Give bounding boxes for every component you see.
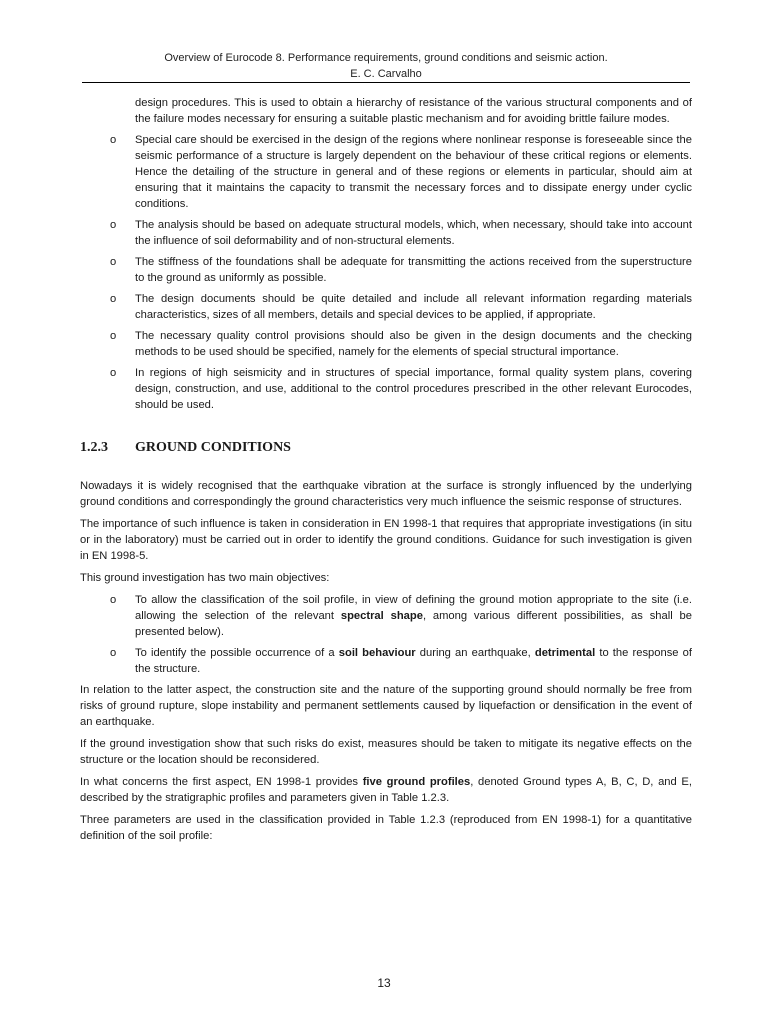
list-item-text: To allow the classification of the soil profile, in view of defining the ground motion appropriate to the site (i.e. allowing the selection of the relevant spectral shape, among various different possibilities, as shall be presented below). [135,594,692,638]
bullet-icon: o [110,134,117,146]
section-number: 1.2.3 [80,440,108,455]
paragraph: If the ground investigation show that such risks do exist, measures should be taken to mitigate its negative effects on the structure or the location should be reconsidered. [80,738,692,766]
list-item-text: To identify the possible occurrence of a soil behaviour during an earthquake, detrimental to the response of the structure. [135,647,693,675]
list-item [80,254,692,286]
paragraph: In what concerns the first aspect, EN 1998-1 provides five ground profiles, denoted Ground types A, B, C, D, and E, described by the stratigraphic profiles and parameters given in Table 1.2.3. [80,776,692,804]
bullet-icon: o [110,256,117,268]
list-item [80,217,692,249]
list-item [80,291,692,323]
page-number: 13 [377,976,391,990]
list-item-text: In regions of high seismicity and in structures of special importance, formal quality system plans, covering design, construction, and use, additional to the control procedures prescribed in the other relevant Eurocodes, should be used. [135,367,692,411]
list-item [80,592,692,640]
emphasis: spectral shape [340,610,423,622]
header-rule [82,82,690,83]
header-title: Overview of Eurocode 8. Performance requirements, ground conditions and seismic action. [164,52,608,64]
bullet-icon: o [110,647,117,659]
continued-list-item: design procedures. This is used to obtain a hierarchy of resistance of the various structural components and of the failure modes necessary for ensuring a suitable plastic mechanism and for avoiding brittle failure modes. [135,97,692,125]
emphasis: five ground profiles [362,776,471,788]
paragraph: The importance of such influence is taken in consideration in EN 1998-1 that requires that appropriate investigations (in situ or in the laboratory) must be carried out in order to identify the ground conditions. Guidance for such investigation is given in EN 1998-5. [80,518,692,562]
list-item [80,328,692,360]
section-title: GROUND CONDITIONS [135,440,291,455]
header-author: E. C. Carvalho [350,68,422,80]
emphasis: detrimental [534,647,596,659]
bullet-icon: o [110,293,117,305]
bullet-icon: o [110,367,117,379]
running-header [82,50,690,82]
paragraph: In relation to the latter aspect, the construction site and the nature of the supporting ground should normally be free from risks of ground rupture, slope instability and permanent settlements caused by liquefaction or densification in the event of an earthquake. [80,684,692,728]
paragraph: Three parameters are used in the classification provided in Table 1.2.3 (reproduced from EN 1998-1) for a quantitative definition of the soil profile: [80,814,692,842]
list-item [80,645,692,677]
list-item-text: The design documents should be quite detailed and include all relevant information regarding materials characteristics, sizes of all members, details and special devices to be applied, if appropriate. [135,293,692,321]
list-item-text: The stiffness of the foundations shall be adequate for transmitting the actions received from the superstructure to the ground as uniformly as possible. [135,256,692,284]
bullet-icon: o [110,330,117,342]
bullet-icon: o [110,219,117,231]
emphasis: soil behaviour [338,647,416,659]
section-heading [80,439,692,457]
list-item-text: The analysis should be based on adequate structural models, which, when necessary, should take into account the influence of soil deformability and of non-structural elements. [135,219,692,247]
list-item [80,365,692,413]
list-item [80,132,692,212]
list-item-text: Special care should be exercised in the design of the regions where nonlinear response is foreseeable since the seismic performance of a structure is largely dependent on the behaviour of these critical regions or elements. Hence the detailing of the structure in general and of these regions or elements in particular, should aim at ensuring that it maintains the capacity to transmit the necessary forces and to dissipate energy under cyclic conditions. [135,134,692,210]
bullet-icon: o [110,594,117,606]
paragraph: Nowadays it is widely recognised that the earthquake vibration at the surface is strongly influenced by the underlying ground conditions and correspondingly the ground characteristics very much influence the seismic response of structures. [80,480,692,508]
list-item-text: The necessary quality control provisions should also be given in the design documents and the checking methods to be used should be specified, namely for the elements of special structural importance. [135,330,692,358]
paragraph: This ground investigation has two main objectives: [80,572,330,584]
page-body [80,95,692,850]
